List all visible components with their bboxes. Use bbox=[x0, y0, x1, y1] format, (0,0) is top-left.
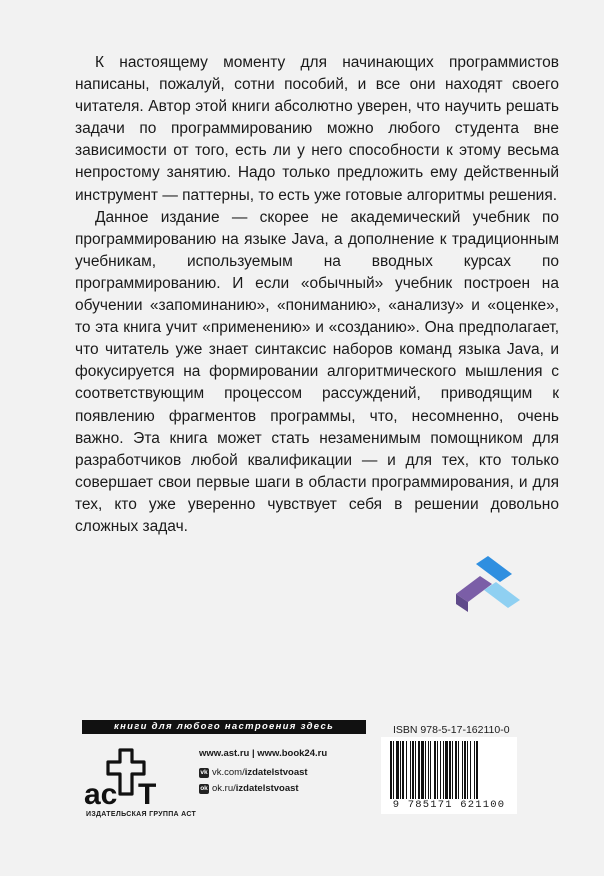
vk-handle: izdatelstvoast bbox=[244, 767, 308, 778]
barcode-digits: 9 785171 621100 bbox=[392, 799, 506, 811]
paragraph-2: Данное издание — скорее не академический учебник по программированию на языке Java, а дополнение к традиционным учебникам, используемым на вводных курсах по программированию. И если «обычный» учебник построен на обучении «запоминанию», «пониманию», «анализу» и «оценке», то эта книга учит «применению» и «созданию». Она предполагает, что читатель уже знает синтаксис наборов команд языка Java, и фокусируется на формировании алгоритмического мышления с соответствующим процессом рассуждений, приводящим к появлению фрагментов программы, что, несомненно, очень важно. Эта книга может стать незаменимым помощником для разработчиков любой квалификации — и для тех, кто только совершает свои первые шаги в области программирования, и для тех, кто уже уверенно чувствует себя в решении довольно сложных задач. bbox=[75, 208, 559, 535]
tagline-bar: книги для любого настроения здесь bbox=[82, 720, 366, 734]
ok-icon: ok bbox=[200, 784, 208, 792]
websites[interactable]: www.ast.ru | www.book24.ru bbox=[199, 748, 328, 759]
publisher-caption: ИЗДАТЕЛЬСКАЯ ГРУППА АСТ bbox=[86, 811, 197, 818]
vk-icon: vk bbox=[200, 768, 208, 776]
isbn: ISBN 978-5-17-162110-0 bbox=[393, 724, 510, 736]
ast-logo bbox=[80, 744, 180, 808]
paragraph-1: К настоящему моменту для начинающих программистов написаны, пожалуй, сотни пособий, и все они находят своего читателя. Автор этой книги абсолютно уверен, что научить решать задачи по программированию можно любого студента вне зависимости от того, есть ли у него способности к этому весьма непростому занятию. Надо только предложить ему действенный инструмент — паттерны, то есть уже готовые алгоритмы решения. bbox=[75, 54, 559, 204]
code-brackets-logo bbox=[452, 548, 528, 614]
ok-link[interactable] bbox=[199, 783, 299, 794]
ok-handle: izdatelstvoast bbox=[235, 783, 299, 794]
svg-text:T: T bbox=[138, 778, 157, 808]
barcode bbox=[388, 741, 512, 799]
vk-link[interactable] bbox=[199, 767, 308, 778]
vk-prefix: vk.com/ bbox=[212, 767, 245, 778]
back-cover-text bbox=[75, 52, 559, 538]
svg-text:ac: ac bbox=[84, 778, 118, 808]
ok-prefix: ok.ru/ bbox=[212, 783, 236, 794]
